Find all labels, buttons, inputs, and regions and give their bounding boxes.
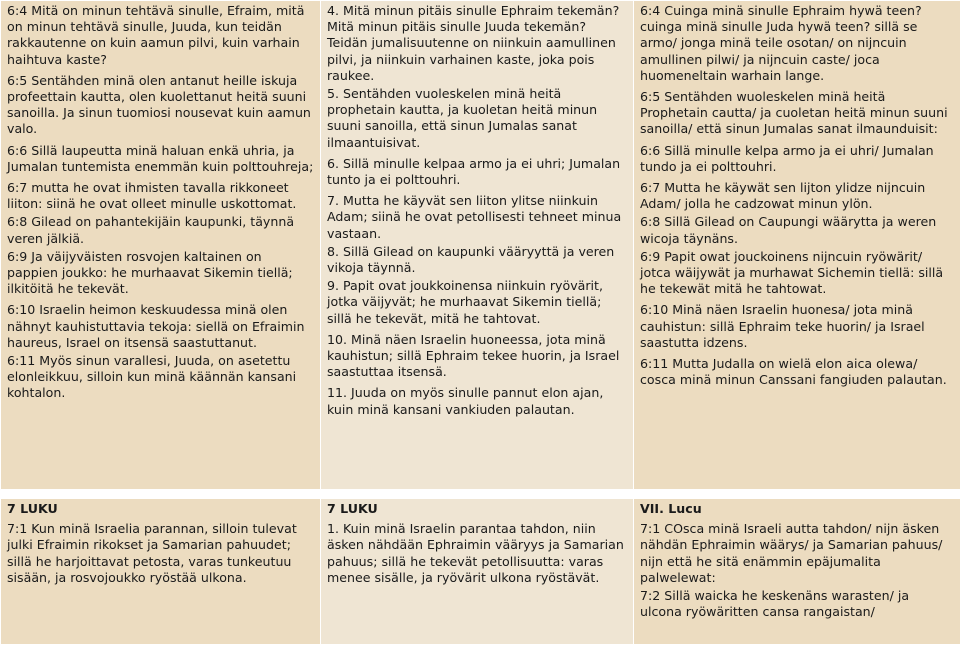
verse: 9. Papit ovat joukkoinensa niinkuin ryövärit, jotka väijyvät; he murhaavat Sikemin tiellä; sillä he tekevät, mitä he tahtovat.	[327, 278, 627, 327]
verse: 6:7 Mutta he käywät sen lijton ylidze nijncuin Adam/ jolla he cadzowat minun ylön.	[640, 180, 954, 212]
verse: 6:6 Sillä laupeutta minä haluan enkä uhria, ja Jumalan tuntemista enemmän kuin polttouhreja;	[7, 143, 314, 175]
verse: 7:1 Kun minä Israelia parannan, silloin tulevat julki Efraimin rikokset ja Samarian pahuudet; sillä he harjoittavat petosta, varas tunkeutuu sisään, ja rosvojoukko ryöstää ulkona.	[7, 521, 314, 586]
verse: 6:5 Sentähden wuoleskelen minä heitä Prophetain cautta/ ja cuoletan heitä minun suuni sanoilla/ että sinun Jumalas sanat ilmaunduisit:	[640, 89, 954, 138]
chapter-7-row	[1, 499, 960, 645]
column-1642-finnish	[634, 1, 960, 490]
separator-cell	[634, 490, 960, 499]
column-1776-finnish	[321, 1, 634, 490]
verse: 7:1 COsca minä Israeli autta tahdon/ nijn äsken nähdän Ephraimin wäärys/ ja Samarian pahuus/ nijn että he sitä enämmin epäjumalita palwelewat:	[640, 521, 954, 586]
verse: 1. Kuin minä Israelin parantaa tahdon, niin äsken nähdään Ephraimin vääryys ja Samarian pahuus; sillä he tekevät petollisuutta: varas menee sisälle, ja ryövärit ulkona ryöstävät.	[327, 521, 627, 586]
separator-cell	[1, 490, 321, 499]
column-1642-finnish	[634, 499, 960, 645]
verse: 6:10 Minä näen Israelin huonesa/ jota minä cauhistun: sillä Ephraim teke huorin/ ja Israel saastutta idzens.	[640, 302, 954, 351]
separator-cell	[321, 490, 634, 499]
verse: 4. Mitä minun pitäis sinulle Ephraim tekemän? Mitä minun pitäis sinulle Juuda tekemän? Teidän jumalisuutenne on niinkuin aamullinen pilvi, ja niinkuin varhainen kaste, joka pois raukee.	[327, 3, 627, 84]
verse: 6:4 Mitä on minun tehtävä sinulle, Efraim, mitä on minun tehtävä sinulle, Juuda, kun teidän rakkautenne on kuin aamun pilvi, kuin varhain haihtuva kaste?	[7, 3, 314, 68]
verse: 6:9 Papit owat jouckoinens nijncuin ryöwärit/ jotca wäijywät ja murhawat Sichemin tiellä: sillä he tekewät mitä he tahtowat.	[640, 249, 954, 298]
chapter-6-row	[1, 1, 960, 490]
verse: 5. Sentähden vuoleskelen minä heitä prophetain kautta, ja kuoletan heitä minun suuni sanoilla, että sinun Jumalas sanat ilmaantuisivat.	[327, 86, 627, 151]
verse: 6:11 Myös sinun varallesi, Juuda, on asetettu elonleikkuu, silloin kun minä käännän kansani kohtalon.	[7, 353, 314, 402]
verse: 6:5 Sentähden minä olen antanut heille iskuja profeettain kautta, olen kuolettanut heitä suuni sanoilla. Ja sinun tuomiosi nousevat kuin aamun valo.	[7, 73, 314, 138]
verse: 11. Juuda on myös sinulle pannut elon ajan, kuin minä kansani vankiuden palautan.	[327, 385, 627, 417]
verse: 6:7 mutta he ovat ihmisten tavalla rikkoneet liiton: siinä he ovat olleet minulle uskottomat.	[7, 180, 314, 212]
verse: 6:11 Mutta Judalla on wielä elon aica olewa/ cosca minä minun Canssani fangiuden palautan.	[640, 356, 954, 388]
verse: 6:8 Gilead on pahantekijäin kaupunki, täynnä veren jälkiä.	[7, 214, 314, 246]
verse: 8. Sillä Gilead on kaupunki vääryyttä ja veren vikoja täynnä.	[327, 244, 627, 276]
verse: 6:10 Israelin heimon keskuudessa minä olen nähnyt kauhistuttavia tekoja: siellä on Efraimin haureus, Israel on itsensä saastuttanut.	[7, 302, 314, 351]
verse: 6:9 Ja väijyväisten rosvojen kaltainen on pappien joukko: he murhaavat Sikemin tiellä; ilkitöitä he tekevät.	[7, 249, 314, 298]
verse: 6:6 Sillä minulle kelpa armo ja ei uhri/ Jumalan tundo ja ei polttouhri.	[640, 143, 954, 175]
column-modern-finnish	[1, 1, 321, 490]
column-modern-finnish	[1, 499, 321, 645]
chapter-heading: 7 LUKU	[327, 501, 627, 517]
column-1776-finnish	[321, 499, 634, 645]
chapter-heading: VII. Lucu	[640, 501, 954, 517]
verse: 10. Minä näen Israelin huoneessa, jota minä kauhistun; sillä Ephraim tekee huorin, ja Israel saastuttaa itsensä.	[327, 332, 627, 381]
chapter-heading: 7 LUKU	[7, 501, 314, 517]
verse: 7. Mutta he käyvät sen liiton ylitse niinkuin Adam; siinä he ovat petollisesti tehneet minua vastaan.	[327, 193, 627, 242]
verse: 6:8 Sillä Gilead on Caupungi wäärytta ja weren wicoja täynäns.	[640, 214, 954, 246]
verse: 6:4 Cuinga minä sinulle Ephraim hywä teen? cuinga minä sinulle Juda hywä teen? sillä se armo/ jonga minä teile osotan/ on nijncuin amullinen pilwi/ ja nijncuin caste/ joca huomeneltain warhain lange.	[640, 3, 954, 84]
verse: 7:2 Sillä waicka he keskenäns warasten/ ja ulcona ryöwäritten cansa rangaistan/	[640, 588, 954, 620]
verse: 6. Sillä minulle kelpaa armo ja ei uhri; Jumalan tunto ja ei polttouhri.	[327, 156, 627, 188]
row-separator	[1, 490, 960, 499]
